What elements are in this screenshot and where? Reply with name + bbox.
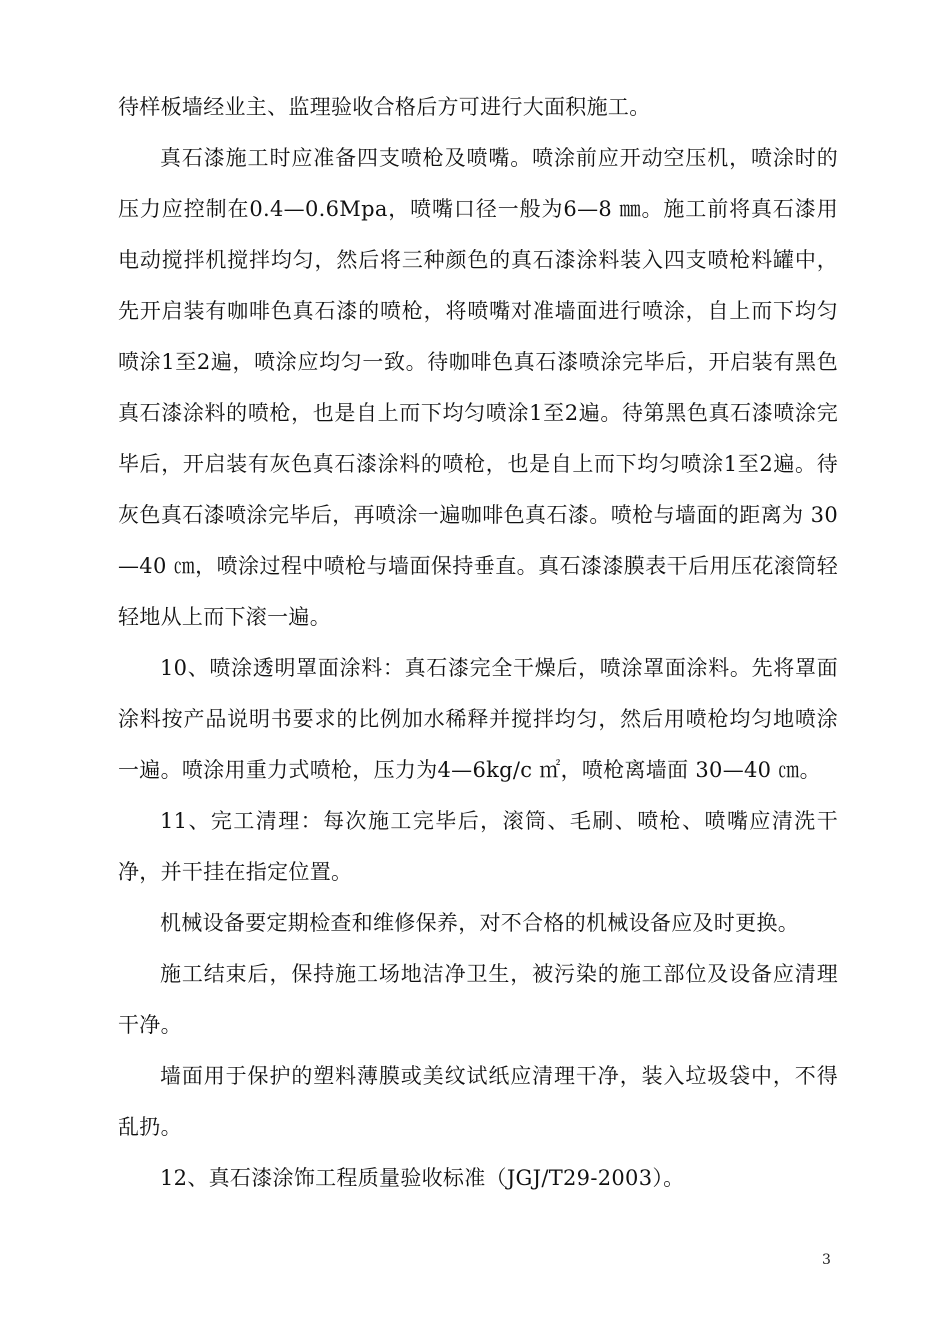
paragraph-cleanup: 11、完工清理：每次施工完毕后，滚筒、毛刷、喷枪、喷嘴应清洗干净，并干挂在指定位置。 (118, 809, 838, 884)
paragraph-spray-procedure: 真石漆施工时应准备四支喷枪及喷嘴。喷涂前应开动空压机，喷涂时的压力应控制在0.4—0.6Mpa，喷嘴口径一般为6—8 ㎜。施工前将真石漆用电动搅拌机搅拌均匀，然后将三种颜色的真石漆涂料装入四支喷枪料罐中，先开启装有咖啡色真石漆的喷枪，将喷嘴对准墙面进行喷涂，自上而下均匀喷涂1至2遍，喷涂应均匀一致。待咖啡色真石漆喷涂完毕后，开启装有黑色真石漆涂料的喷枪，也是自上而下均匀喷涂1至2遍。待第黑色真石漆喷涂完毕后，开启装有灰色真石漆涂料的喷枪，也是自上而下均匀喷涂1至2遍。待灰色真石漆喷涂完毕后，再喷涂一遍咖啡色真石漆。喷枪与墙面的距离为 30—40 ㎝，喷涂过程中喷枪与墙面保持垂直。真石漆漆膜表干后用压花滚筒轻轻地从上而下滚一遍。 (118, 146, 838, 629)
page-number: 3 (822, 1252, 831, 1268)
paragraph-acceptance-standard: 12、真石漆涂饰工程质量验收标准（JGJ/T29-2003）。 (160, 1166, 685, 1190)
paragraph-clear-topcoat: 10、喷涂透明罩面涂料：真石漆完全干燥后，喷涂罩面涂料。先将罩面涂料按产品说明书要求的比例加水稀释并搅拌均匀，然后用喷枪均匀地喷涂一遍。喷涂用重力式喷枪，压力为4—6kg/c ㎡，喷枪离墙面 30—40 ㎝。 (118, 656, 838, 782)
paragraph-sample-wall-acceptance: 待样板墙经业主、监理验收合格后方可进行大面积施工。 (118, 95, 651, 119)
paragraph-protective-film: 墙面用于保护的塑料薄膜或美纹试纸应清理干净，装入垃圾袋中，不得乱扔。 (118, 1064, 838, 1139)
document-body (118, 82, 838, 1204)
paragraph-equipment-maintenance: 机械设备要定期检查和维修保养，对不合格的机械设备应及时更换。 (160, 911, 799, 935)
paragraph-site-cleanliness: 施工结束后，保持施工场地洁净卫生，被污染的施工部位及设备应清理干净。 (118, 962, 838, 1037)
